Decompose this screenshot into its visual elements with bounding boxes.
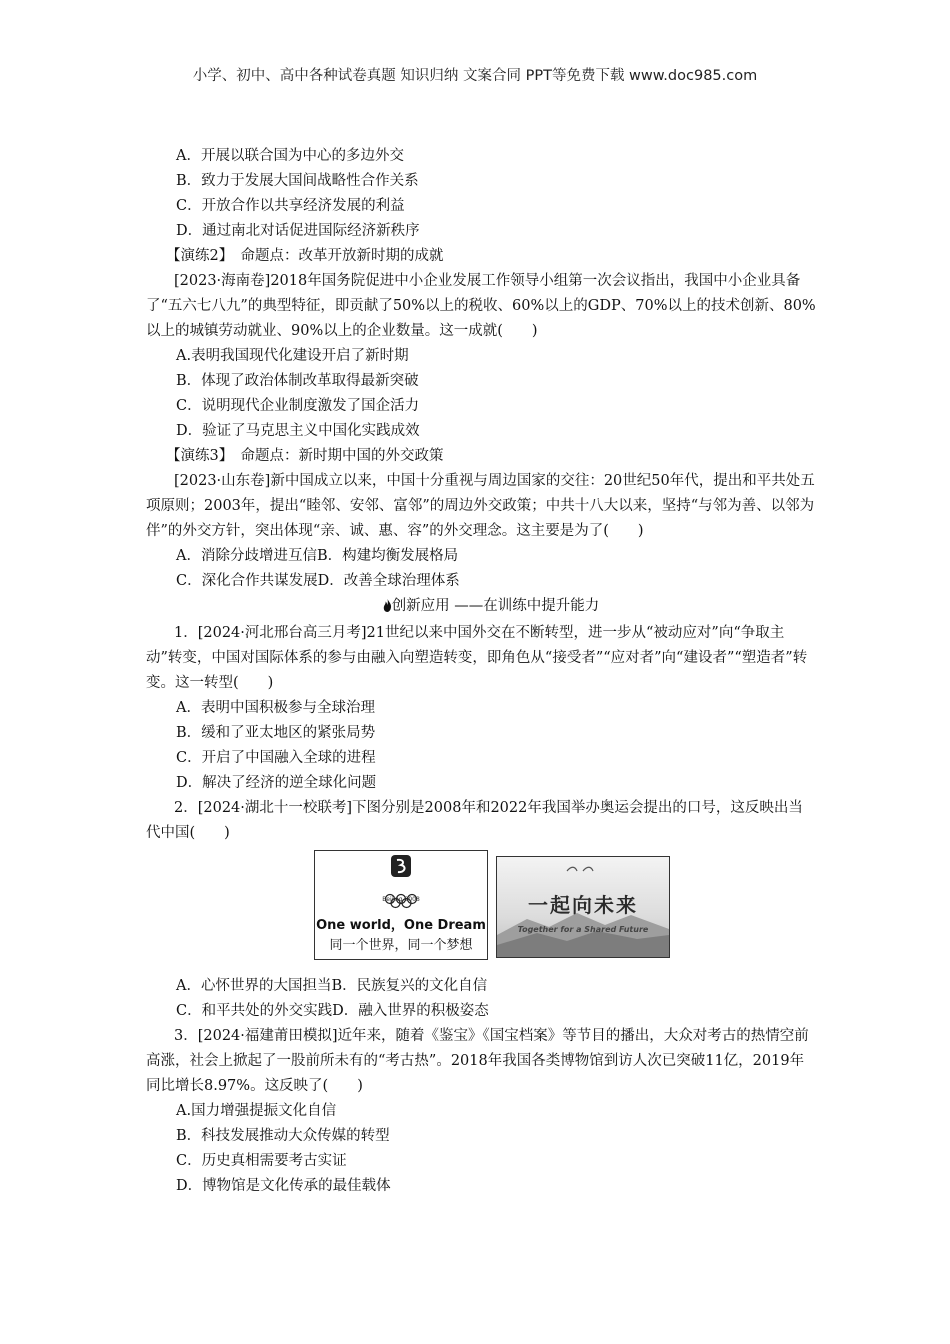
option-c: C．说明现代企业制度激发了国企活力 [176, 398, 420, 414]
slogan-2008-chinese: 同一个世界，同一个梦想 [329, 938, 473, 953]
page-header: 小学、初中、高中各种试卷真题 知识归纳 文案合同 PPT等免费下载 www.doc985.com [192, 68, 758, 84]
option-a: A．开展以联合国为中心的多边外交 [176, 148, 404, 164]
beijing-2022-slogan-image [496, 856, 670, 958]
prev-question-options [146, 144, 816, 244]
option-b: B．缓和了亚太地区的紧张局势 [176, 725, 376, 741]
option-d: D．博物馆是文化传承的最佳载体 [176, 1178, 391, 1194]
option-a: A．表明中国积极参与全球治理 [176, 700, 375, 716]
option-d: D．解决了经济的逆全球化问题 [176, 775, 377, 791]
options-cd: C．和平共处的外交实践D．融入世界的积极姿态 [176, 1003, 489, 1019]
question-1 [146, 621, 816, 796]
section-title [146, 594, 816, 621]
slogan-2008-english: One world，One Dream [316, 918, 486, 933]
slogan-2022-english: Together for a Shared Future [517, 925, 649, 934]
beijing-2008-slogan-image [314, 850, 488, 960]
drill-2-stem: [2023·海南卷]2018年国务院促进中小企业发展工作领导小组第一次会议指出，我国中小企业具备了“五六七八九”的典型特征，即贡献了50%以上的税收、60%以上的GDP、70%以上的技术创新、80%以上的城镇劳动就业、90%以上的企业数量。这一成就( ) [146, 273, 816, 339]
option-c: C．历史真相需要考古实证 [176, 1153, 347, 1169]
option-a: A.表明我国现代化建设开启了新时期 [176, 348, 409, 364]
options-ab: A．心怀世界的大国担当B．民族复兴的文化自信 [176, 978, 488, 994]
question-3 [146, 1024, 816, 1199]
beijing-2008-logo-text: Beijing 2008 [382, 896, 420, 903]
q3-stem: 3．[2024·福建莆田模拟]近年来，随着《鉴宝》《国宝档案》等节目的播出，大众对考古的热情空前高涨，社会上掀起了一股前所未有的“考古热”。2018年我国各类博物馆到访人次已突破11亿，2019年同比增长8.97%。这反映了( ) [146, 1028, 809, 1094]
option-d: D．验证了马克思主义中国化实践成效 [176, 423, 420, 439]
section-title-text: 创新应用 ——在训练中提升能力 [391, 598, 600, 614]
option-a: A.国力增强提振文化自信 [176, 1103, 337, 1119]
drill-2 [146, 244, 816, 444]
q2-figures [146, 850, 816, 974]
option-d: D．通过南北对话促进国际经济新秩序 [176, 223, 420, 239]
drill-3-heading: 【演练3】 命题点：新时期中国的外交政策 [166, 448, 444, 464]
q2-stem: 2．[2024·湖北十一校联考]下图分别是2008年和2022年我国举办奥运会提出的口号，这反映出当代中国( ) [146, 800, 803, 841]
question-2 [146, 796, 816, 1024]
option-c: C．开放合作以共享经济发展的利益 [176, 198, 405, 214]
options-cd: C．深化合作共谋发展D．改善全球治理体系 [176, 573, 460, 589]
drill-3-stem: [2023·山东卷]新中国成立以来，中国十分重视与周边国家的交往：20世纪50年代，提出和平共处五项原则；2003年，提出“睦邻、安邻、富邻”的周边外交政策；中共十八大以来，坚持“与邻为善、以邻为伴”的外交方针，突出体现“亲、诚、惠、容”的外交理念。这主要是为了( ) [146, 473, 815, 539]
option-b: B．体现了政治体制改革取得最新突破 [176, 373, 419, 389]
option-c: C．开启了中国融入全球的进程 [176, 750, 376, 766]
flame-icon [383, 596, 392, 621]
drill-3 [146, 444, 816, 594]
option-b: B．科技发展推动大众传媒的转型 [176, 1128, 390, 1144]
option-b: B．致力于发展大国间战略性合作关系 [176, 173, 419, 189]
drill-2-heading: 【演练2】 命题点：改革开放新时期的成就 [166, 248, 444, 264]
q1-stem: 1．[2024·河北邢台高三月考]21世纪以来中国外交在不断转型，进一步从“被动应对”向“争取主动”转变，中国对国际体系的参与由融入向塑造转变，即角色从“接受者”“应对者”向“建设者”“塑造者”转变。这一转型( ) [146, 625, 808, 691]
options-ab: A．消除分歧增进互信B．构建均衡发展格局 [176, 548, 459, 564]
slogan-2022-chinese: 一起向未来 [528, 893, 638, 917]
document-body [146, 144, 816, 1199]
